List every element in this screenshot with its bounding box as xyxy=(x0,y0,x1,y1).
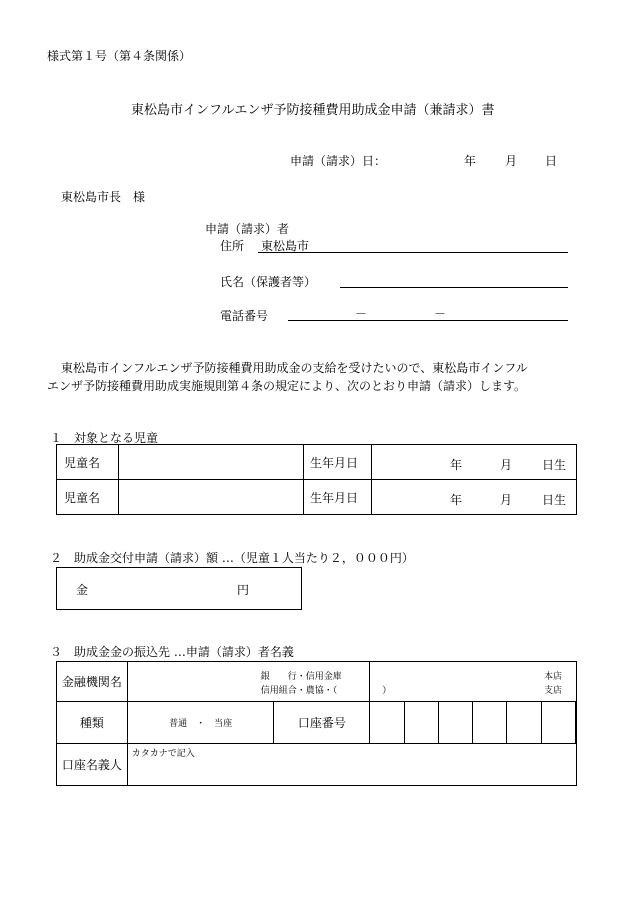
child-name-label: 児童名 xyxy=(57,445,119,480)
dob-year: 年 xyxy=(450,493,463,507)
dob-day: 日生 xyxy=(542,493,567,507)
branch-main: 本店 xyxy=(543,672,562,682)
account-type-options[interactable]: 普通 ・ 当座 xyxy=(127,702,274,744)
branch-input[interactable] xyxy=(370,662,577,702)
child-name-label: 児童名 xyxy=(57,480,119,515)
phone-field[interactable] xyxy=(288,320,568,321)
children-table xyxy=(56,444,577,515)
branch-sub: 支店 xyxy=(543,686,562,696)
phone-label: 電話番号 xyxy=(220,309,269,323)
holder-row xyxy=(57,744,577,786)
dob-year: 年 xyxy=(450,458,463,472)
dob-month: 月 xyxy=(500,493,513,507)
bank-name-input[interactable] xyxy=(127,662,392,702)
form-number: 様式第１号（第４条関係） xyxy=(47,49,192,63)
child-name-input[interactable] xyxy=(119,445,304,480)
address-label: 住所 xyxy=(220,239,245,253)
dob-label: 生年月日 xyxy=(304,445,372,480)
account-digit-cell[interactable] xyxy=(404,702,438,744)
account-row xyxy=(57,702,577,744)
page-title: 東松島市インフルエンザ予防接種費用助成金申請（兼請求）書 xyxy=(131,103,495,118)
body-text-line-2: エンザ予防接種費用助成実施規則第４条の規定により、次のとおり申請（請求）します。 xyxy=(47,379,527,393)
applicant-heading: 申請（請求）者 xyxy=(205,222,290,236)
application-date-month: 月 xyxy=(505,154,518,168)
name-label: 氏名（保護者等） xyxy=(220,275,317,289)
address-value: 東松島市 xyxy=(261,239,310,253)
bank-row xyxy=(57,662,577,702)
dob-label: 生年月日 xyxy=(304,480,372,515)
account-digit-cell[interactable] xyxy=(541,702,575,744)
amount-suffix: 円 xyxy=(237,583,250,597)
child-row xyxy=(57,480,577,515)
account-digit-cell[interactable] xyxy=(473,702,507,744)
dob-month: 月 xyxy=(500,458,513,472)
name-field[interactable] xyxy=(340,287,568,288)
dob-input[interactable] xyxy=(372,480,577,515)
child-row xyxy=(57,445,577,480)
application-date-label: 申請（請求）日： xyxy=(290,154,387,168)
body-text-line-1: 東松島市インフルエンザ予防接種費用助成金の支給を受けたいので、東松島市インフル xyxy=(61,361,528,375)
dob-input[interactable] xyxy=(372,445,577,480)
account-digit-cell[interactable] xyxy=(370,702,404,744)
account-digit-cell[interactable] xyxy=(438,702,472,744)
section2-heading: ２ 助成金交付申請（請求）額 …（児童１人当たり２，０００円） xyxy=(50,551,414,565)
phone-separator-2: － xyxy=(434,307,447,321)
section3-heading: ３ 助成金金の振込先 …申請（請求）者名義 xyxy=(50,645,294,659)
bank-name-label: 金融機関名 xyxy=(57,662,128,702)
bank-types-line2: 信用組合・農協・（ ） xyxy=(260,686,392,696)
addressee: 東松島市長 様 xyxy=(61,190,146,204)
account-holder-note: カタカナで記入 xyxy=(131,749,195,759)
account-holder-label: 口座名義人 xyxy=(57,744,128,786)
amount-box[interactable] xyxy=(56,567,302,610)
section1-heading: １ 対象となる児童 xyxy=(50,431,159,445)
amount-prefix: 金 xyxy=(76,583,89,597)
application-date-year: 年 xyxy=(464,154,477,168)
bank-types-line1: 銀 行・信用金庫 xyxy=(260,672,342,682)
account-type-label: 種類 xyxy=(57,702,128,744)
application-date-day: 日 xyxy=(545,154,558,168)
child-name-input[interactable] xyxy=(119,480,304,515)
address-field[interactable] xyxy=(258,252,568,253)
account-digit-cell[interactable] xyxy=(576,702,577,744)
account-number-label: 口座番号 xyxy=(274,702,370,744)
account-holder-input[interactable] xyxy=(127,744,576,786)
phone-separator-1: － xyxy=(355,307,368,321)
dob-day: 日生 xyxy=(542,458,567,472)
bank-table xyxy=(56,661,577,786)
account-digit-cell[interactable] xyxy=(507,702,541,744)
